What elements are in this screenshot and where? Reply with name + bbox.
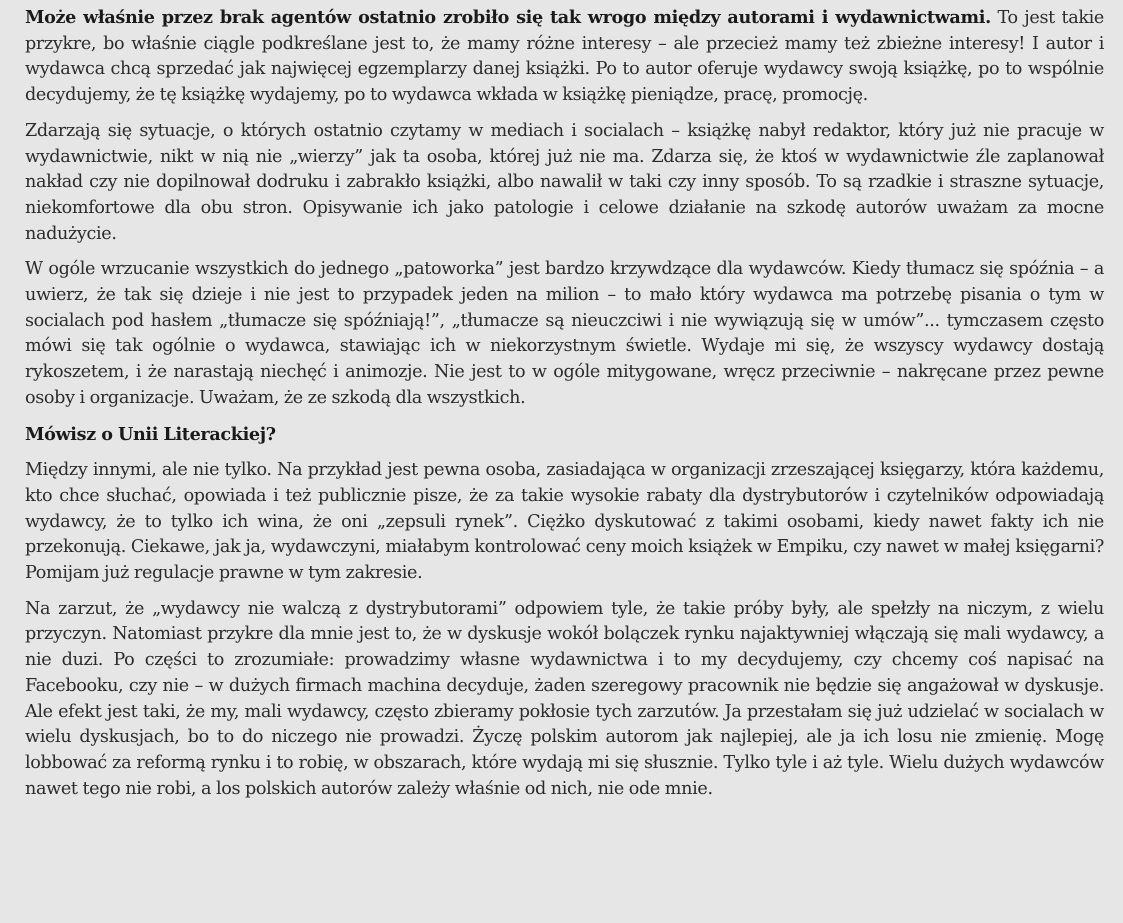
paragraph-3: W ogóle wrzucanie wszystkich do jednego „patoworka” jest bardzo krzywdzące dla wydawców. Kiedy tłumacz się spóźnia – a uwierz, że tak się dzieje i nie jest to przypadek jeden na milion – to mało który wydawca ma potrzebę pisania o tym w socialach pod hasłem „tłumacze się spóźniają!”, „tłumacze są nieuczciwi i nie wywiązują się w umów”... tymczasem często mówi się tak ogólnie o wydawca, stawiając ich w niekorzystnym świetle. Wydaje mi się, że wszyscy wydawcy dostają rykoszetem, i że narastają niechęć i animozje. Nie jest to w ogóle mitygowane, wręcz przeciwnie – nakręcane przez pewne osoby i organizacje. Uważam, że ze szkodą dla wszystkich.: [25, 259, 1104, 408]
paragraph-2: Zdarzają się sytuacje, o których ostatnio czytamy w mediach i socialach – książkę nabył redaktor, który już nie pracuje w wydawnictwie, nikt w nią nie „wierzy” jak ta osoba, której już nie ma. Zdarza się, że ktoś w wydawnictwie źle zaplanował nakład czy nie dopilnował dodruku i zabrakło książki, albo nawalił w taki czy inny sposób. To są rzadkie i straszne sytuacje, niekomfortowe dla obu stron. Opisywanie ich jako patologie i celowe działanie na szkodę autorów uważam za mocne nadużycie.: [25, 120, 1104, 244]
paragraph-1-text: To jest takie przykre, bo właśnie ciągle podkreślane jest to, że mamy różne interesy – ale przecież mamy też zbieżne interesy! I autor i wydawca chcą sprzedać jak najwięcej egzemplarzy danej książki. Po to autor oferuje wydawcy swoją książkę, po to wspólnie decydujemy, że tę książkę wydajemy, po to wydawca wkłada w książkę pieniądze, pracę, promocję.: [25, 8, 1104, 106]
paragraph-1-lead: Może właśnie przez brak agentów ostatnio zrobiło się tak wrogo między autorami i wydawnictwami.: [25, 7, 991, 28]
paragraph-4: Między innymi, ale nie tylko. Na przykład jest pewna osoba, zasiadająca w organizacji zrzeszającej księgarzy, która każdemu, kto chce słuchać, opowiada i też publicznie pisze, że za takie wysokie rabaty dla dystrybutorów i czytelników odpowiadają wydawcy, że to tylko ich wina, że oni „zepsuli rynek”. Ciężko dyskutować z takimi osobami, kiedy nawet fakty ich nie przekonują. Ciekawe, jak ja, wydawczyni, miałabym kontrolować ceny moich książek w Empiku, czy nawet w małej księgarni? Pomijam już regulacje prawne w tym zakresie.: [25, 460, 1104, 584]
paragraph-1: [25, 5, 1104, 109]
interview-question-text: Mówisz o Unii Literackiej?: [25, 423, 276, 445]
interview-question: [25, 422, 1104, 449]
paragraph-5: Na zarzut, że „wydawcy nie walczą z dystrybutorami” odpowiem tyle, że takie próby były, ale spełzły na niczym, z wielu przyczyn. Natomiast przykre dla mnie jest to, że w dyskusje wokół bolączek rynku najaktywniej włączają się mali wydawcy, a nie duzi. Po części to zrozumiałe: prowadzimy własne wydawnictwa i to my decydujemy, czy chcemy coś napisać na Facebooku, czy nie – w dużych firmach machina decyduje, żaden szeregowy pracownik nie będzie się angażował w dyskusje. Ale efekt jest taki, że my, mali wydawcy, często zbieramy pokłosie tych zarzutów. Ja przestałam się już udzielać w socialach w wielu dyskusjach, bo to do niczego nie prowadzi. Życzę polskim autorom jak najlepiej, ale ja ich losu nie zmienię. Mogę lobbować za reformą rynku i to robię, w obszarach, które wydają mi się słusznie. Tylko tyle i aż tyle. Wielu dużych wydawców nawet tego nie robi, a los polskich autorów zależy właśnie od nich, nie ode mnie.: [25, 598, 1104, 799]
